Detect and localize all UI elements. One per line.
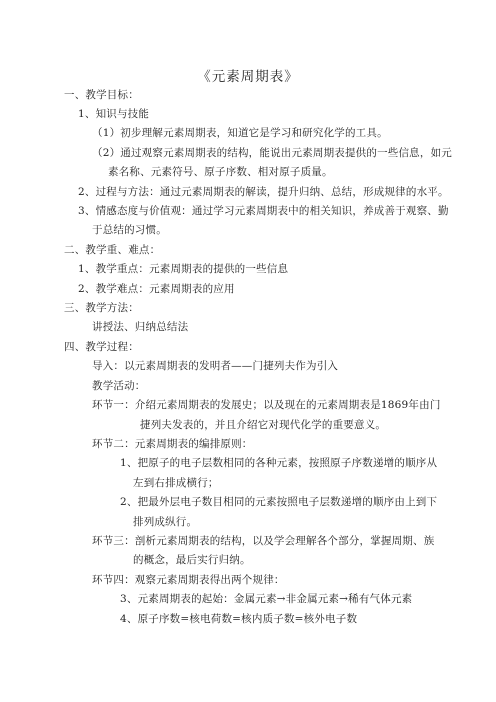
paragraph-line: 捷列夫发表的，并且介绍它对现代化学的重要意义。: [140, 419, 387, 431]
subheading-knowledge-skills: 1、知识与技能: [78, 108, 150, 120]
section-heading-objectives: 一、教学目标：: [64, 89, 139, 101]
paragraph-line: 的概念，最后实行归纳。: [133, 554, 251, 566]
paragraph-line: （2）通过观察元素周期表的结构，能说出元素周期表提供的一些信息，如元: [92, 147, 452, 159]
section-heading-key-points: 二、教学重、难点：: [64, 244, 161, 256]
section-heading-process: 四、教学过程：: [64, 341, 139, 353]
paragraph-line: 1、教学重点：元素周期表的提供的一些信息: [78, 263, 289, 275]
paragraph-line: 环节四：观察元素周期表得出两个规律：: [92, 574, 285, 586]
paragraph-line: 2、把最外层电子数目相同的元素按照电子层数递增的顺序由上到下: [120, 496, 438, 508]
paragraph-line: 于总结的习惯。: [92, 224, 167, 236]
paragraph-line: 1、把原子的电子层数相同的各种元素，按照原子序数递增的顺序从: [120, 457, 438, 469]
paragraph-line: 环节三：剖析元素周期表的结构，以及学会理解各个部分，掌握周期、族: [92, 535, 435, 547]
paragraph-line: 3、元素周期表的起始：金属元素→非金属元素→稀有气体元素: [120, 593, 413, 605]
paragraph-line: 2、教学难点：元素周期表的应用: [78, 283, 235, 295]
paragraph-line: （1）初步理解元素周期表，知道它是学习和研究化学的工具。: [92, 127, 388, 139]
document-title: 《元素周期表》: [197, 69, 299, 85]
paragraph-line: 讲授法、归纳总结法: [92, 321, 189, 333]
paragraph-line: 排列成纵行。: [133, 516, 198, 528]
paragraph-line: 导入：以元素周期表的发明者——门捷列夫作为引入: [92, 360, 339, 372]
paragraph-line: 素名称、元素符号、原子序数、相对原子质量。: [108, 166, 333, 178]
paragraph-line: 2、过程与方法：通过元素周期表的解读，提升归纳、总结，形成规律的水平。: [78, 186, 449, 198]
paragraph-line: 教学活动：: [92, 380, 146, 392]
paragraph-line: 3、情感态度与价值观：通过学习元素周期表中的相关知识，养成善于观察、勤: [78, 205, 449, 217]
section-heading-methods: 三、教学方法：: [64, 302, 139, 314]
paragraph-line: 环节二：元素周期表的编排原则：: [92, 438, 253, 450]
paragraph-line: 左到右排成横行；: [133, 477, 219, 489]
paragraph-line: 环节一：介绍元素周期表的发展史；以及现在的元素周期表是1869年由门: [92, 399, 441, 411]
paragraph-line: 4、原子序数=核电荷数=核内质子数=核外电子数: [120, 613, 358, 625]
